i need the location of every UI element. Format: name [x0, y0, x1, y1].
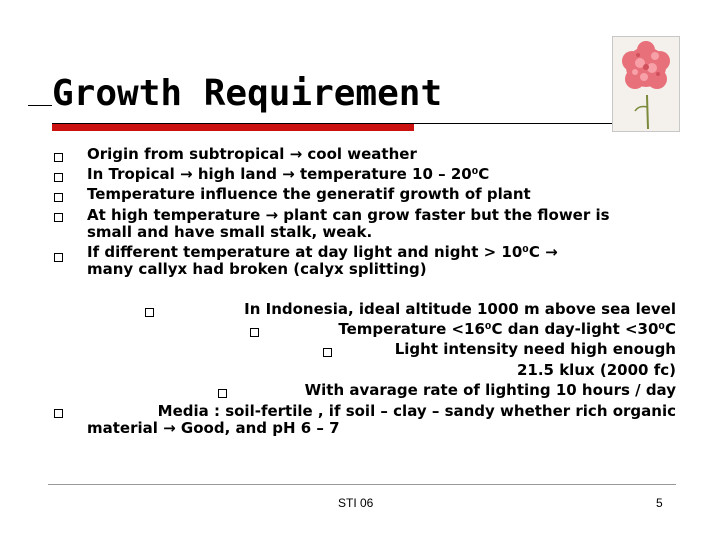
bullet-temperature-influence: Temperature influence the generatif growth of plant [87, 185, 531, 203]
title-rule-left [28, 105, 52, 106]
bullet-marker [54, 193, 63, 202]
page-title: Growth Requirement [52, 73, 443, 114]
bullet-marker [218, 389, 227, 398]
sub-altitude: In Indonesia, ideal altitude 1000 m above sea level [244, 300, 676, 318]
sub-light-intensity: Light intensity need high enough [394, 340, 676, 358]
bullet-marker [54, 153, 63, 162]
bullet-day-night-difference-cont: many callyx had broken (calyx splitting) [87, 260, 427, 278]
bullet-marker [145, 308, 154, 317]
bullet-marker [54, 409, 63, 418]
bullet-media-cont: material → Good, and pH 6 – 7 [87, 419, 340, 437]
bullet-origin: Origin from subtropical → cool weather [87, 145, 417, 163]
page-number: 5 [656, 496, 663, 510]
bullet-tropical: In Tropical → high land → temperature 10 – 20⁰C [87, 165, 490, 183]
bullet-marker [54, 213, 63, 222]
bullet-marker [54, 173, 63, 182]
sub-light-value: 21.5 klux (2000 fc) [516, 361, 676, 379]
bullet-high-temperature-cont: small and have small stalk, weak. [87, 223, 373, 241]
bullet-day-night-difference: If different temperature at day light and night > 10⁰C → [87, 243, 558, 261]
footer-label: STI 06 [338, 496, 374, 510]
title-accent-bar [52, 124, 414, 131]
sub-temperature: Temperature <16⁰C dan day-light <30⁰C [338, 320, 676, 338]
bullet-marker [250, 328, 259, 337]
carnation-flower-image [612, 36, 680, 132]
bullet-marker [323, 348, 332, 357]
bullet-media: Media : soil-fertile , if soil – clay – sandy whether rich organic [157, 402, 676, 420]
sub-lighting-rate: With avarage rate of lighting 10 hours / day [304, 381, 676, 399]
footer-rule [48, 484, 676, 485]
bullet-high-temperature: At high temperature → plant can grow faster but the flower is [87, 206, 610, 224]
bullet-marker [54, 253, 63, 262]
